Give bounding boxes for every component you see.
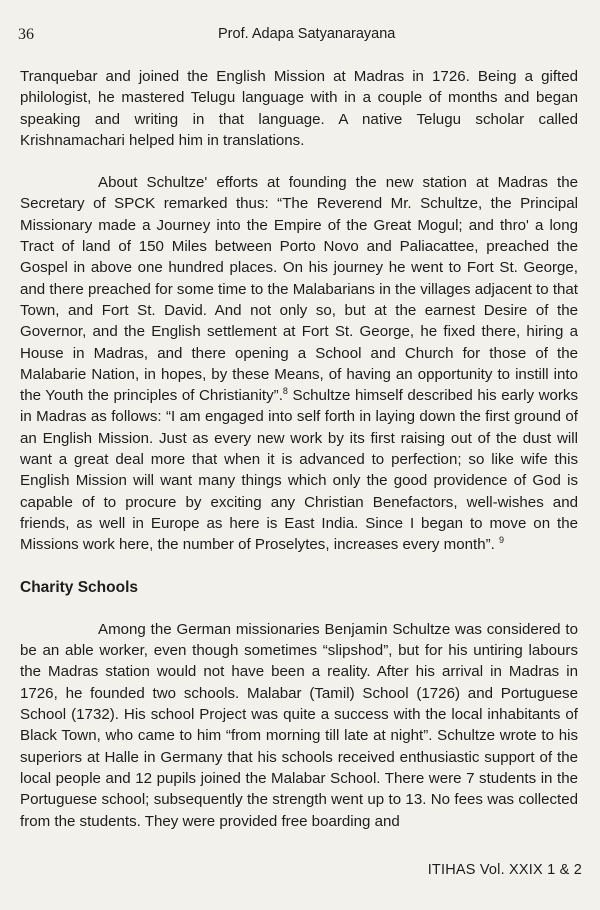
paragraph-2-text-continued: Schultze himself described his early works in Madras as follows: “I am engaged into self forth in laying down the first ground of an English Mission. Just as every new work by its first raising out of the dust will want a great deal more that when it is advanced to perfection; so like wife this English Mission will want many things which only the good providence of God is capable of to procure by exciting any Christian Benefactors, well-wishes and friends, as well in Europe as here is East India. Since I began to move on the Missions work here, the number of Proselytes, increases every month”. [20,387,579,554]
page-body [20,66,578,832]
running-head: Prof. Adapa Satyanarayana [218,26,396,42]
section-heading: Charity Schools [20,578,138,596]
paragraph-2 [20,172,578,555]
footnote-ref-8: 8 [282,386,288,397]
page-footer: ITIHAS Vol. XXIX 1 & 2 [427,862,582,878]
footnote-ref-9: 9 [499,535,505,546]
paragraph-1: Tranquebar and joined the English Mission at Madras in 1726. Being a gifted philologist, he mastered Telugu language with in a couple of months and began speaking and writing in that language. A native Telugu scholar called Krishnamachari helped him in translations. [20,68,578,149]
paragraph-3: Among the German missionaries Benjamin Schultze was considered to be an able worker, even though sometimes “slipshod”, but for his untiring labours the Madras station would not have been a reality. After his arrival in Madras in 1726, he founded two schools. Malabar (Tamil) School (1726) and Portuguese School (1732). His school Project was quite a success with the local inhabitants of Black Town, who came to him “from morning till late at night”. Schultze wrote to his superiors at Halle in Germany that his schools received enthusiastic support of the local people and 12 pupils joined the Malabar School. There were 7 students in the Portuguese school; subsequently the strength went up to 13. No fees was collected from the students. They were provided free boarding and [20,620,578,830]
page-header [18,26,582,48]
paragraph-2-text: About Schultze' efforts at founding the new station at Madras the Secretary of SPCK remarked thus: “The Reverend Mr. Schultze, the Principal Missionary made a Journey into the Empire of the Great Mogul; and thro' a long Tract of land of 150 Miles between Porto Novo and Paliacattee, preached the Gospel in above one hundred places. On his journey he went to Fort St. George, and there preached for some time to the Malabarians in the villages adjacent to that Town, and Fort St. David. And not only so, but at the earnest Desire of the Governor, and the English settlement at Fort St. George, he fixed there, hiring a House in Madras, and there opening a School and Church for those of the Malabarie Nation, in hopes, by these Means, of having an opportunity to instill into the Youth the principles of Christianity”. [20,174,578,405]
page-number: 36 [18,26,34,43]
